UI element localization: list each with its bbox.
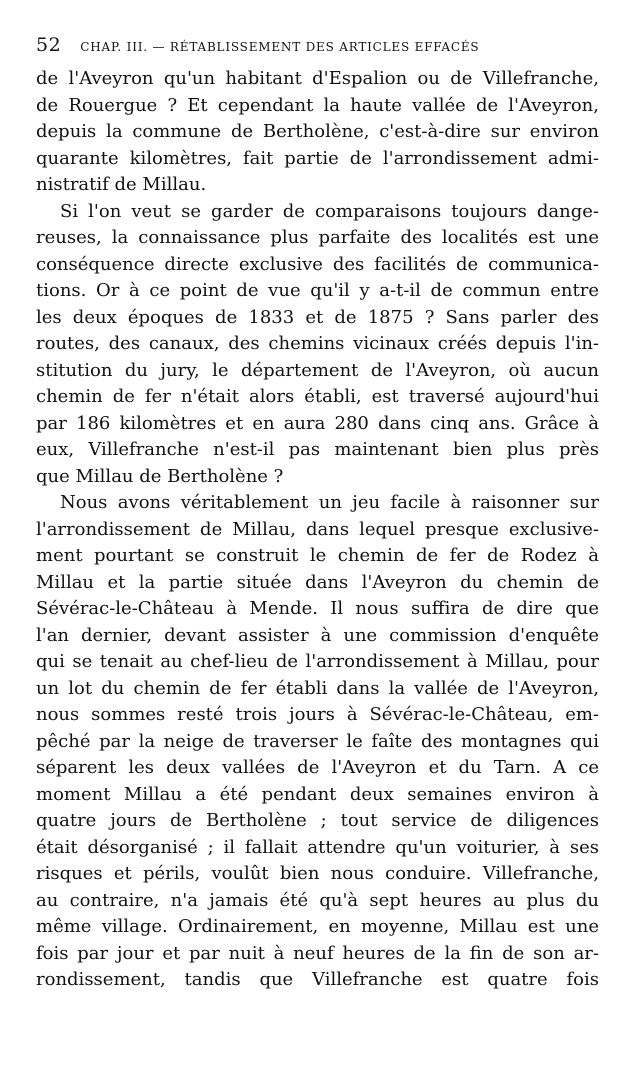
running-head xyxy=(36,34,599,60)
text-line: tions. Or à ce point de vue qu'il y a-t-il de commun entre xyxy=(36,280,599,301)
text-line: de l'Aveyron qu'un habitant d'Espalion ou de Villefranche, xyxy=(36,68,599,89)
text-line: les deux époques de 1833 et de 1875 ? Sans parler des xyxy=(36,306,599,328)
text-line: Millau et la partie située dans l'Aveyron du chemin de xyxy=(36,571,599,593)
text-line: de Rouergue ? Et cependant la haute vallée de l'Aveyron, xyxy=(36,94,599,116)
text-line: l'an dernier, devant assister à une commission d'enquête xyxy=(36,624,599,646)
text-line: risques et périls, voulût bien nous conduire. Villefranche, xyxy=(36,863,599,884)
text-line: quatre jours de Bertholène ; tout service de diligences xyxy=(36,810,599,831)
text-line: Si l'on veut se garder de comparaisons toujours dange- xyxy=(60,200,599,222)
text-line: un lot du chemin de fer établi dans la vallée de l'Aveyron, xyxy=(36,677,599,699)
text-line: quarante kilomètres, fait partie de l'arrondissement admi- xyxy=(36,147,599,169)
text-line: Sévérac-le-Château à Mende. Il nous suffira de dire que xyxy=(36,598,599,619)
text-line: eux, Villefranche n'est-il pas maintenant bien plus près xyxy=(36,439,599,460)
text-line: chemin de fer n'était alors établi, est traversé aujourd'hui xyxy=(36,386,599,407)
text-line: stitution du jury, le département de l'Aveyron, où aucun xyxy=(36,359,599,381)
text-line: nistratif de Millau. xyxy=(36,174,207,195)
text-line: routes, des canaux, des chemins vicinaux créés depuis l'in- xyxy=(36,333,599,354)
text-line: nous sommes resté trois jours à Sévérac-le-Château, em- xyxy=(36,704,599,725)
text-line: Nous avons véritablement un jeu facile à raisonner sur xyxy=(60,492,599,513)
text-line: conséquence directe exclusive des facilités de communica- xyxy=(36,253,599,275)
paragraph xyxy=(36,490,599,994)
text-line: qui se tenait au chef-lieu de l'arrondissement à Millau, pour xyxy=(36,651,599,672)
running-title: CHAP. III. — RÉTABLISSEMENT DES ARTICLES EFFACÉS xyxy=(80,40,480,54)
body-text xyxy=(36,66,599,994)
page-number: 52 xyxy=(36,34,62,56)
paragraph xyxy=(36,199,599,491)
text-line: par 186 kilomètres et en aura 280 dans cinq ans. Grâce à xyxy=(36,412,599,434)
text-line: moment Millau a été pendant deux semaines environ à xyxy=(36,783,599,805)
text-line: au contraire, n'a jamais été qu'à sept heures au plus du xyxy=(36,889,599,911)
text-line: séparent les deux vallées de l'Aveyron et du Tarn. A ce xyxy=(36,757,599,778)
text-line: même village. Ordinairement, en moyenne, Millau est une xyxy=(36,916,599,937)
text-line: était désorganisé ; il fallait attendre qu'un voiturier, à ses xyxy=(36,836,599,858)
text-line: pêché par la neige de traverser le faîte des montagnes qui xyxy=(36,730,599,752)
text-line: que Millau de Bertholène ? xyxy=(36,465,284,487)
text-line: ment pourtant se construit le chemin de fer de Rodez à xyxy=(36,545,599,566)
text-line: rondissement, tandis que Villefranche est quatre fois xyxy=(36,969,599,990)
text-line: fois par jour et par nuit à neuf heures de la fin de son ar- xyxy=(36,942,599,964)
paragraph xyxy=(36,66,599,199)
text-line: depuis la commune de Bertholène, c'est-à-dire sur environ xyxy=(36,121,599,142)
text-line: l'arrondissement de Millau, dans lequel presque exclusive- xyxy=(36,518,599,540)
text-line: reuses, la connaissance plus parfaite des localités est une xyxy=(36,227,599,248)
